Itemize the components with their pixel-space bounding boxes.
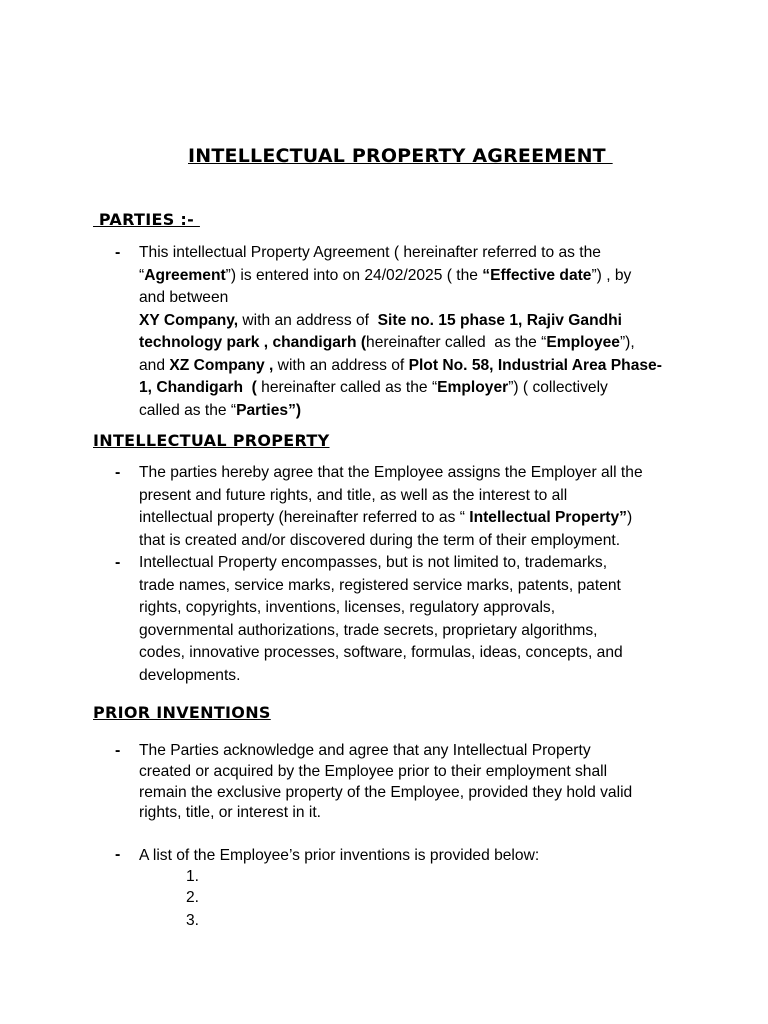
text-line: rights, copyrights, inventions, licenses, regulatory approvals,: [139, 599, 556, 616]
text-line: Intellectual Property encompasses, but is not limited to, trademarks,: [139, 554, 608, 571]
numbered-list-item: 1.: [186, 868, 200, 885]
bullet-dash: -: [115, 244, 121, 261]
parties-heading: PARTIES :-: [93, 210, 200, 229]
text-line: present and future rights, and title, as well as the interest to all: [139, 486, 568, 504]
text-line: remain the exclusive property of the Employee, provided they hold valid: [139, 783, 633, 801]
text-line: and between: [139, 289, 229, 306]
text-line: rights, title, or interest in it.: [139, 804, 321, 822]
text-line: XY Company, with an address of Site no. 15 phase 1, Rajiv Gandhi: [139, 311, 623, 329]
text-line: This intellectual Property Agreement ( hereinafter referred to as the: [139, 244, 601, 261]
prior-paragraph-2: [139, 845, 679, 868]
numbered-list-item: 2.: [186, 889, 200, 906]
text-line: 1, Chandigarh ( hereinafter called as the “Employer”) ( collectively: [139, 379, 608, 396]
text-line: called as the “Parties”): [139, 401, 302, 419]
intellectual-property-heading: INTELLECTUAL PROPERTY: [93, 431, 330, 450]
text-line: codes, innovative processes, software, formulas, ideas, concepts, and: [139, 644, 623, 661]
text-line: developments.: [139, 666, 241, 684]
text-line: A list of the Employee’s prior inventions is provided below:: [139, 847, 540, 864]
text-line: technology park , chandigarh (hereinafter called as the “Employee”),: [139, 334, 635, 351]
text-line: created or acquired by the Employee prior to their employment shall: [139, 762, 608, 780]
document-title: INTELLECTUAL PROPERTY AGREEMENT: [188, 145, 613, 167]
bullet-dash: -: [115, 554, 121, 571]
text-line: governmental authorizations, trade secrets, proprietary algorithms,: [139, 621, 598, 639]
text-line: “Agreement”) is entered into on 24/02/2025 ( the “Effective date”) , by: [139, 266, 632, 284]
bullet-dash: -: [115, 742, 121, 759]
bullet-dash: -: [115, 464, 121, 481]
text-line: that is created and/or discovered during the term of their employment.: [139, 531, 621, 549]
text-line: and XZ Company , with an address of Plot No. 58, Industrial Area Phase-: [139, 356, 662, 374]
prior-paragraph-1: [139, 741, 679, 824]
numbered-list-item: 3.: [186, 912, 200, 929]
ip-paragraph-1: [139, 462, 679, 552]
text-line: trade names, service marks, registered service marks, patents, patent: [139, 576, 621, 594]
text-line: The parties hereby agree that the Employee assigns the Employer all the: [139, 464, 643, 481]
ip-paragraph-2: [139, 552, 679, 687]
bullet-dash: -: [115, 846, 121, 863]
prior-inventions-heading: PRIOR INVENTIONS: [93, 703, 271, 722]
text-line: The Parties acknowledge and agree that any Intellectual Property: [139, 742, 591, 759]
parties-paragraph: [139, 242, 679, 422]
text-line: intellectual property (hereinafter referred to as “ Intellectual Property”): [139, 509, 633, 526]
